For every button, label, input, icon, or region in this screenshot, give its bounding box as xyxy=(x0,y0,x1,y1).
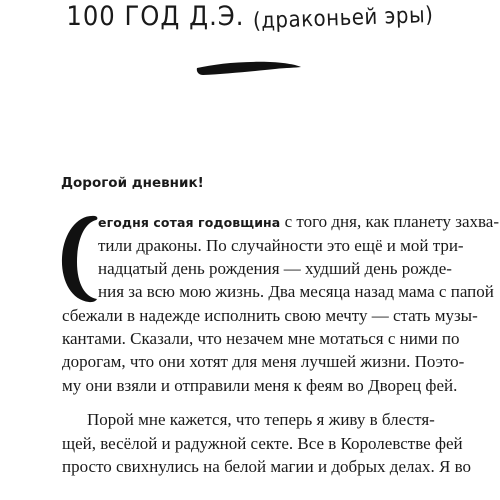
salutation: Дорогой дневник! xyxy=(61,175,204,191)
text-line-1 xyxy=(98,210,499,233)
text-line: тили драконы. По случайности это ещё и мой три- xyxy=(98,236,464,255)
text-line: му они взяли и отправили меня к феям во Дворец фей. xyxy=(62,376,458,395)
text-line: с того дня, как планету захва- xyxy=(280,212,499,231)
brush-stroke-divider xyxy=(195,58,303,78)
text-line: дорогам, что они хотят для меня лучшей жизни. Поэто- xyxy=(62,352,465,371)
text-line: ния за всю мою жизнь. Два месяца назад мама с папой xyxy=(98,282,494,301)
text-line: Порой мне кажется, что теперь я живу в блестя- xyxy=(87,410,435,429)
chapter-title-main: 100 ГОД Д.Э. xyxy=(66,1,245,32)
lead-in-phrase: егодня сотая годовщина xyxy=(98,215,281,230)
text-line: сбежали в надежде исполнить свою мечту — стать музы- xyxy=(62,306,478,325)
text-line: щей, весёлой и радужной секте. Все в Королевстве фей xyxy=(62,434,463,453)
chapter-title-subtitle: (драконьей эры) xyxy=(252,2,434,35)
text-line: кантами. Сказали, что незачем мне мотаться с ними по xyxy=(62,329,460,348)
text-line: надцатый день рождения — худший день рожде- xyxy=(98,259,452,278)
text-line: просто свихнулись на белой магии и добрых делах. Я во xyxy=(62,457,472,476)
chapter-title xyxy=(0,0,500,36)
